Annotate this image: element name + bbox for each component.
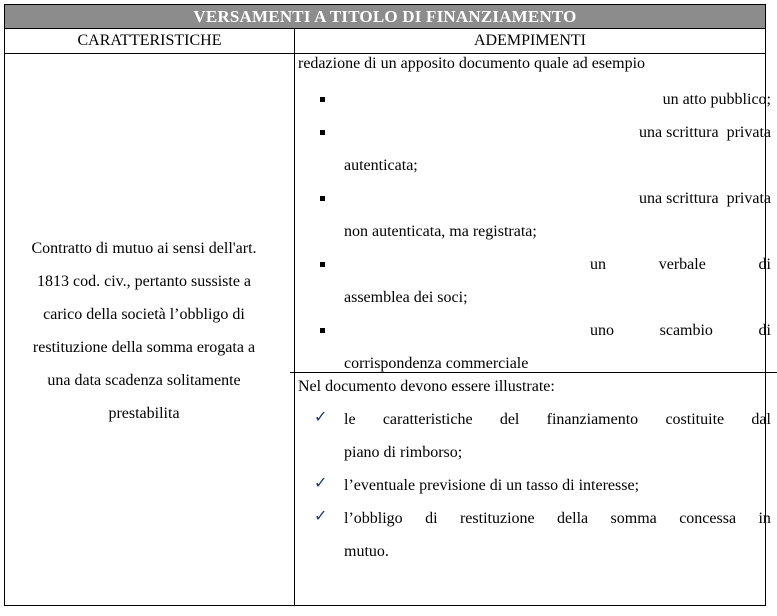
table-title: VERSAMENTI A TITOLO DI FINANZIAMENTO: [5, 5, 765, 29]
header-row: [5, 29, 765, 54]
check-text-continued: piano di rimborso;: [344, 444, 463, 461]
check-word: costituite: [665, 411, 725, 428]
check-word: dal: [751, 411, 771, 428]
list-item: [298, 182, 771, 248]
checkmark-icon: ✓: [314, 473, 328, 492]
text-line: Contratto di mutuo ai sensi dell'art.: [31, 240, 257, 257]
header-adempimenti: ADEMPIMENTI: [474, 32, 586, 49]
check-word: restituzione: [459, 510, 535, 527]
text-line: restituzione della somma erogata a: [32, 339, 256, 356]
item-line: [344, 182, 771, 215]
adempimenti-intro: redazione di un apposito documento quale ad esempio: [298, 55, 646, 72]
item-word: verbale: [658, 256, 706, 273]
item-text-continued: non autenticata, ma registrata;: [344, 223, 537, 240]
illustrazione-intro: Nel documento devono essere illustrate:: [298, 378, 555, 395]
check-word: di: [425, 510, 438, 527]
item-word: uno: [590, 322, 614, 339]
check-line: [344, 502, 771, 535]
item-word: un: [590, 256, 606, 273]
check-word: della: [557, 510, 589, 527]
square-bullet-icon: [320, 262, 325, 267]
check-word: l’obbligo: [344, 510, 403, 527]
check-word: in: [758, 510, 771, 527]
text-line: 1813 cod. civ., pertanto sussiste a: [36, 273, 252, 290]
caratteristiche-cell: [8, 232, 280, 430]
square-bullet-icon: [320, 196, 325, 201]
checkmark-icon: ✓: [314, 407, 328, 426]
check-word: caratteristiche: [382, 411, 473, 428]
check-word: somma: [610, 510, 657, 527]
list-item: [298, 116, 771, 182]
list-item: [298, 248, 771, 314]
column-divider: [294, 54, 295, 605]
item-text: un atto pubblico;: [662, 91, 771, 108]
header-caratteristiche: CARATTERISTICHE: [5, 29, 295, 53]
square-bullet-icon: [320, 130, 325, 135]
list-item: [298, 314, 771, 380]
item-line: [344, 116, 771, 149]
row-divider: [290, 372, 777, 373]
square-bullet-icon: [320, 97, 325, 102]
item-text-continued: autenticata;: [344, 157, 418, 174]
item-word: di: [758, 322, 771, 339]
item-line: [590, 314, 771, 347]
item-line: [344, 83, 771, 116]
check-word: concessa: [679, 510, 737, 527]
text-line: carico della società l’obbligo di: [43, 306, 245, 323]
check-word: del: [499, 411, 520, 428]
item-text: una scrittura privata: [639, 124, 771, 141]
item-line: [590, 248, 771, 281]
square-bullet-icon: [320, 328, 325, 333]
check-line: l’eventuale previsione di un tasso di interesse;: [344, 477, 640, 494]
item-word: di: [758, 256, 771, 273]
check-text-continued: mutuo.: [344, 543, 389, 560]
check-word: finanziamento: [546, 411, 639, 428]
item-text: una scrittura privata: [639, 190, 771, 207]
checkmark-icon: ✓: [314, 506, 328, 525]
text-line: prestabilita: [108, 405, 180, 422]
item-text-continued: corrispondenza commerciale: [344, 355, 529, 372]
item-text-continued: assemblea dei soci;: [344, 289, 468, 306]
check-line: [344, 403, 771, 436]
check-word: le: [344, 411, 356, 428]
item-word: scambio: [659, 322, 713, 339]
text-line: una data scadenza solitamente: [47, 372, 241, 389]
